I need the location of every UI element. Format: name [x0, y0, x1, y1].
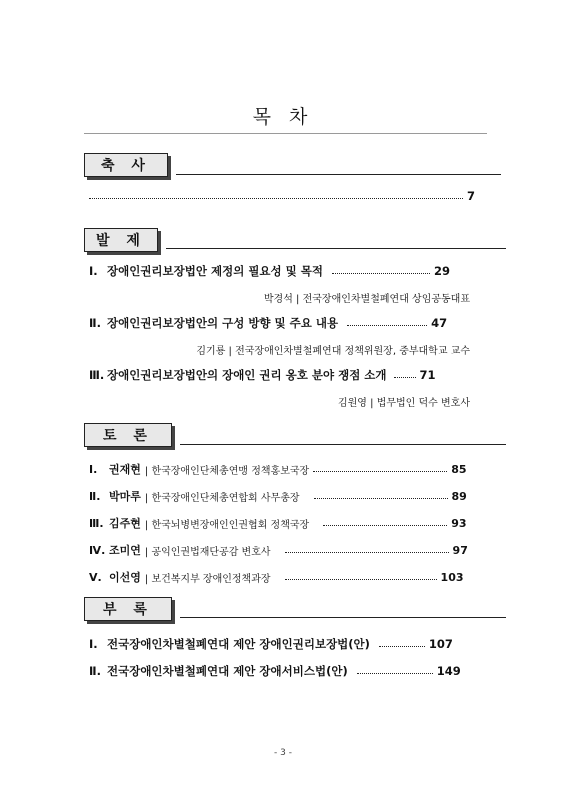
entry-org: | 한국뇌병변장애인인권협회 정책국장	[144, 519, 310, 531]
page-number: 29	[433, 264, 450, 278]
entry-author: 박경석 | 전국장애인차별철폐연대 상임공동대표	[263, 294, 470, 305]
entry-number: Ⅱ.	[89, 489, 101, 503]
entry-number: Ⅲ.	[89, 368, 105, 382]
page-footer: - 3 -	[274, 748, 292, 758]
leader-dots	[314, 498, 448, 499]
entry-title: 장애인권리보장법안 제정의 필요성 및 목적	[107, 264, 323, 278]
section-rule-burok	[180, 617, 506, 618]
toc-entry-balje-1[interactable]	[89, 263, 450, 279]
toc-entry-toron-5[interactable]	[89, 569, 464, 585]
toc-entry-toron-3[interactable]	[89, 515, 467, 531]
leader-dots	[332, 273, 430, 274]
toc-entry-toron-4[interactable]	[89, 542, 468, 558]
section-header-chuksa: 축 사	[84, 153, 168, 177]
entry-org: | 한국장애인단체총연맹 정책홍보국장	[144, 465, 310, 477]
leader-dots	[323, 525, 447, 526]
entry-org: | 한국장애인단체총연합회 사무총장	[144, 492, 300, 504]
entry-title: 전국장애인차별철폐연대 제안 장애인권리보장법(안)	[107, 637, 370, 651]
toc-entry-toron-2[interactable]	[89, 488, 467, 504]
page-number: 47	[431, 316, 448, 330]
section-header-burok: 부 록	[84, 597, 172, 621]
entry-title: 장애인권리보장법안의 장애인 권리 옹호 분야 쟁점 소개	[107, 368, 387, 382]
page-number: 71	[419, 368, 436, 382]
leader-dots	[89, 198, 463, 199]
entry-author: 김기룡 | 전국장애인차별철폐연대 정책위원장, 중부대학교 교수	[196, 346, 470, 357]
toc-entry-burok-2[interactable]	[89, 663, 461, 679]
toc-entry-toron-1[interactable]	[89, 461, 467, 477]
leader-dots	[313, 471, 447, 472]
toc-entry-balje-3[interactable]	[89, 367, 436, 383]
toc-entry-chuksa[interactable]	[89, 189, 475, 203]
toc-entry-burok-1[interactable]	[89, 636, 453, 652]
section-rule-chuksa	[176, 174, 501, 175]
toc-entry-balje-2[interactable]	[89, 315, 447, 331]
entry-name: 권재현	[109, 463, 141, 476]
entry-number: Ⅱ.	[89, 316, 101, 330]
page-title: 목 차	[252, 106, 314, 128]
section-rule-toron	[180, 444, 506, 445]
entry-number: Ⅱ.	[89, 664, 101, 678]
entry-number: Ⅰ.	[89, 462, 98, 476]
page-number: 149	[436, 664, 461, 678]
entry-number: Ⅰ.	[89, 264, 98, 278]
page-number: 89	[451, 489, 467, 503]
entry-number: Ⅰ.	[89, 637, 98, 651]
section-header-toron: 토 론	[84, 423, 172, 447]
title-divider	[84, 133, 487, 134]
page-number: 107	[428, 637, 453, 651]
entry-title: 장애인권리보장법안의 구성 방향 및 주요 내용	[107, 316, 339, 330]
page-number: 85	[451, 462, 467, 476]
section-rule-balje	[166, 248, 506, 249]
entry-name: 이선영	[109, 571, 141, 584]
page-number: 103	[440, 570, 464, 584]
leader-dots	[394, 377, 416, 378]
entry-number: Ⅴ.	[89, 570, 102, 584]
leader-dots	[347, 325, 427, 326]
page-number: 93	[451, 516, 467, 530]
leader-dots	[285, 552, 449, 553]
page-number: 7	[467, 189, 476, 203]
leader-dots	[285, 579, 437, 580]
entry-name: 조미연	[109, 544, 141, 557]
entry-title: 전국장애인차별철폐연대 제안 장애서비스법(안)	[107, 664, 348, 678]
entry-number: Ⅳ.	[89, 543, 106, 557]
entry-number: Ⅲ.	[89, 516, 104, 530]
entry-org: | 보건복지부 장애인정책과장	[144, 573, 271, 585]
entry-name: 김주현	[109, 517, 141, 530]
section-header-balje: 발 제	[84, 228, 158, 252]
entry-author: 김원영 | 법무법인 덕수 변호사	[337, 398, 470, 409]
leader-dots	[379, 646, 425, 647]
page-number: 97	[452, 543, 468, 557]
entry-org: | 공익인권법재단공감 변호사	[144, 546, 271, 558]
leader-dots	[357, 673, 433, 674]
entry-name: 박마루	[109, 490, 141, 503]
